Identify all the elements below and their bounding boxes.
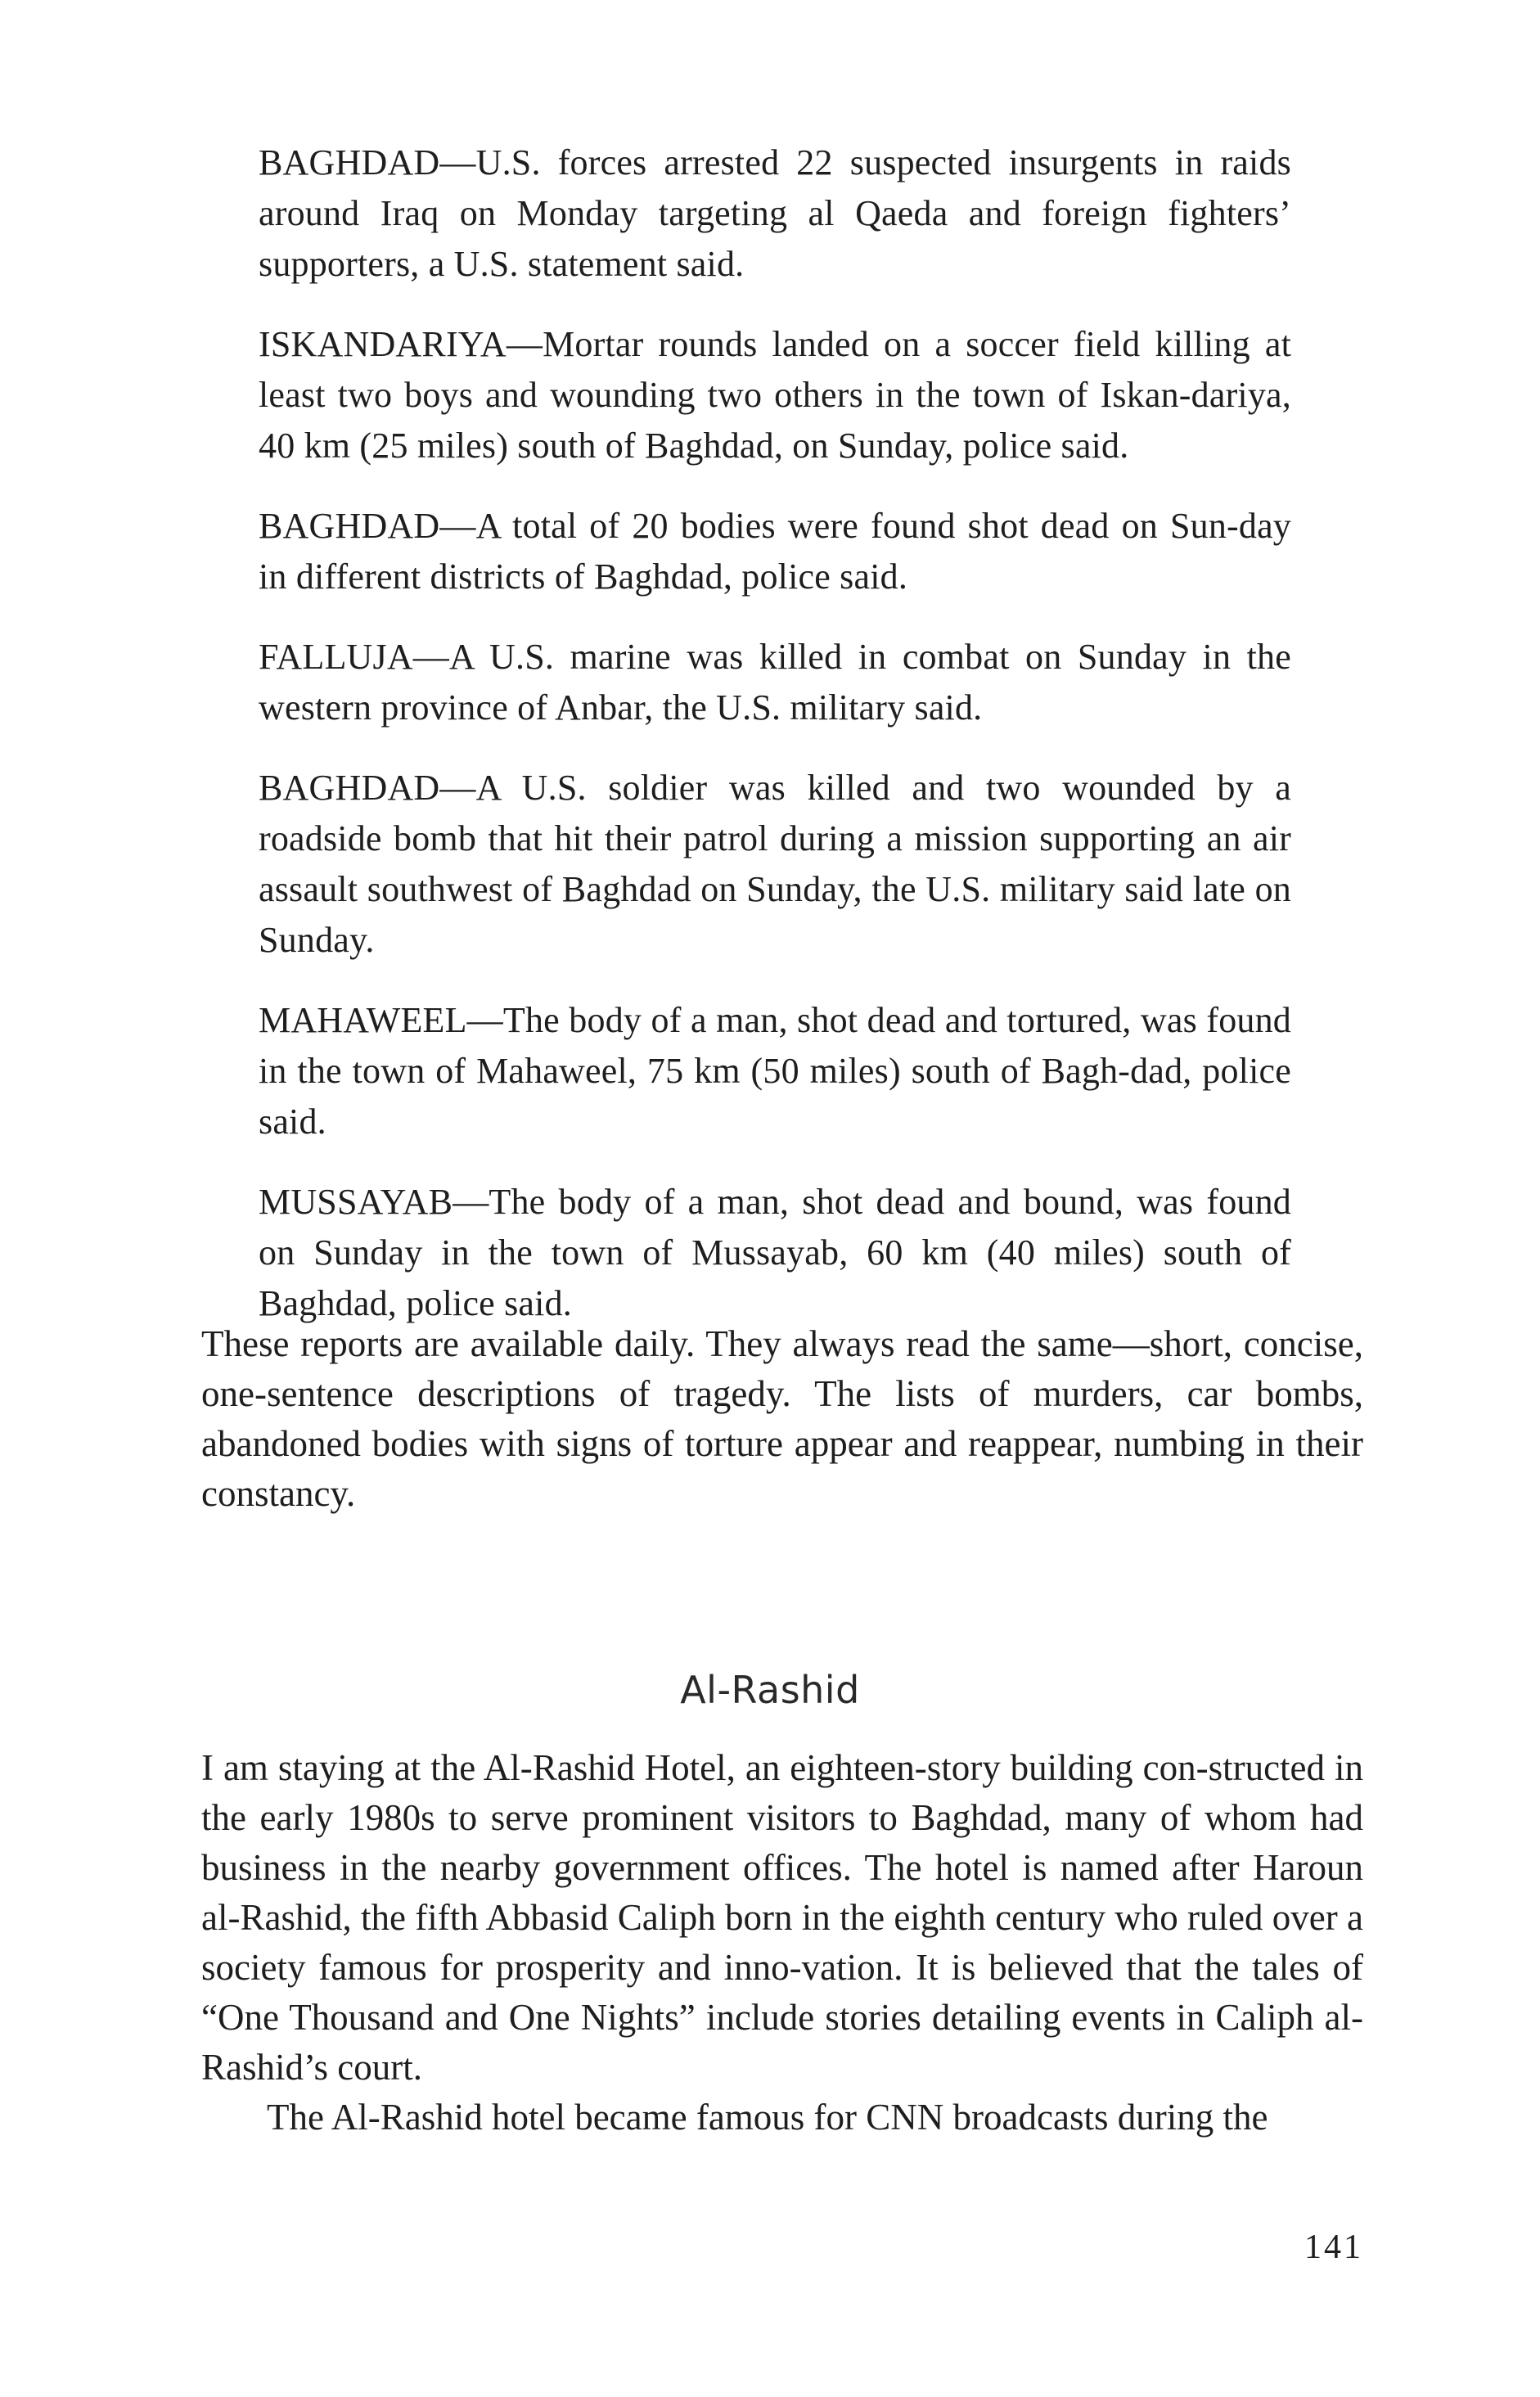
section-heading: Al-Rashid [680, 1668, 860, 1712]
news-dispatch: BAGHDAD—U.S. forces arrested 22 suspected insurgents in raids around Iraq on Monday targeting al Qaeda and foreign fighters’ supporters, a U.S. statement said. [259, 142, 1291, 284]
news-dispatch: MAHAWEEL—The body of a man, shot dead and tortured, was found in the town of Mahaweel, 75 km (50 miles) south of Bagh-dad, police said. [259, 1000, 1291, 1142]
news-dispatch: FALLUJA—A U.S. marine was killed in combat on Sunday in the western province of Anbar, the U.S. military said. [259, 637, 1291, 728]
news-dispatch: ISKANDARIYA—Mortar rounds landed on a soccer field killing at least two boys and wounding two others in the town of Iskan-dariya, 40 km (25 miles) south of Baghdad, on Sunday, police said. [259, 324, 1291, 466]
page-number: 141 [1304, 2228, 1363, 2266]
news-dispatch: BAGHDAD—A U.S. soldier was killed and two wounded by a roadside bomb that hit their patrol during a mission supporting an air assault southwest of Baghdad on Sunday, the U.S. military said late on Sunday. [259, 768, 1291, 960]
news-dispatch-list [259, 137, 1291, 1358]
section-body [201, 1743, 1363, 2142]
news-dispatch: MUSSAYAB—The body of a man, shot dead and bound, was found on Sunday in the town of Mussayab, 60 km (40 miles) south of Baghdad, police said. [259, 1182, 1291, 1323]
body-paragraph: I am staying at the Al-Rashid Hotel, an eighteen-story building con-structed in the early 1980s to serve prominent visitors to Baghdad, many of whom had business in the nearby government offices. The hotel is named after Haroun al-Rashid, the fifth Abbasid Caliph born in the eighth century who ruled over a society famous for prosperity and inno-vation. It is believed that the tales of “One Thousand and One Nights” include stories detailing events in Caliph al-Rashid’s court. [201, 1747, 1363, 2088]
news-dispatch: BAGHDAD—A total of 20 bodies were found shot dead on Sun-day in different districts of Baghdad, police said. [259, 506, 1291, 597]
body-paragraph: The Al-Rashid hotel became famous for CNN broadcasts during the [267, 2097, 1268, 2138]
body-paragraph: These reports are available daily. They always read the same—short, concise, one-sentence descriptions of tragedy. The lists of murders, car bombs, abandoned bodies with signs of torture appear and reappear, numbing in their constancy. [201, 1323, 1363, 1514]
